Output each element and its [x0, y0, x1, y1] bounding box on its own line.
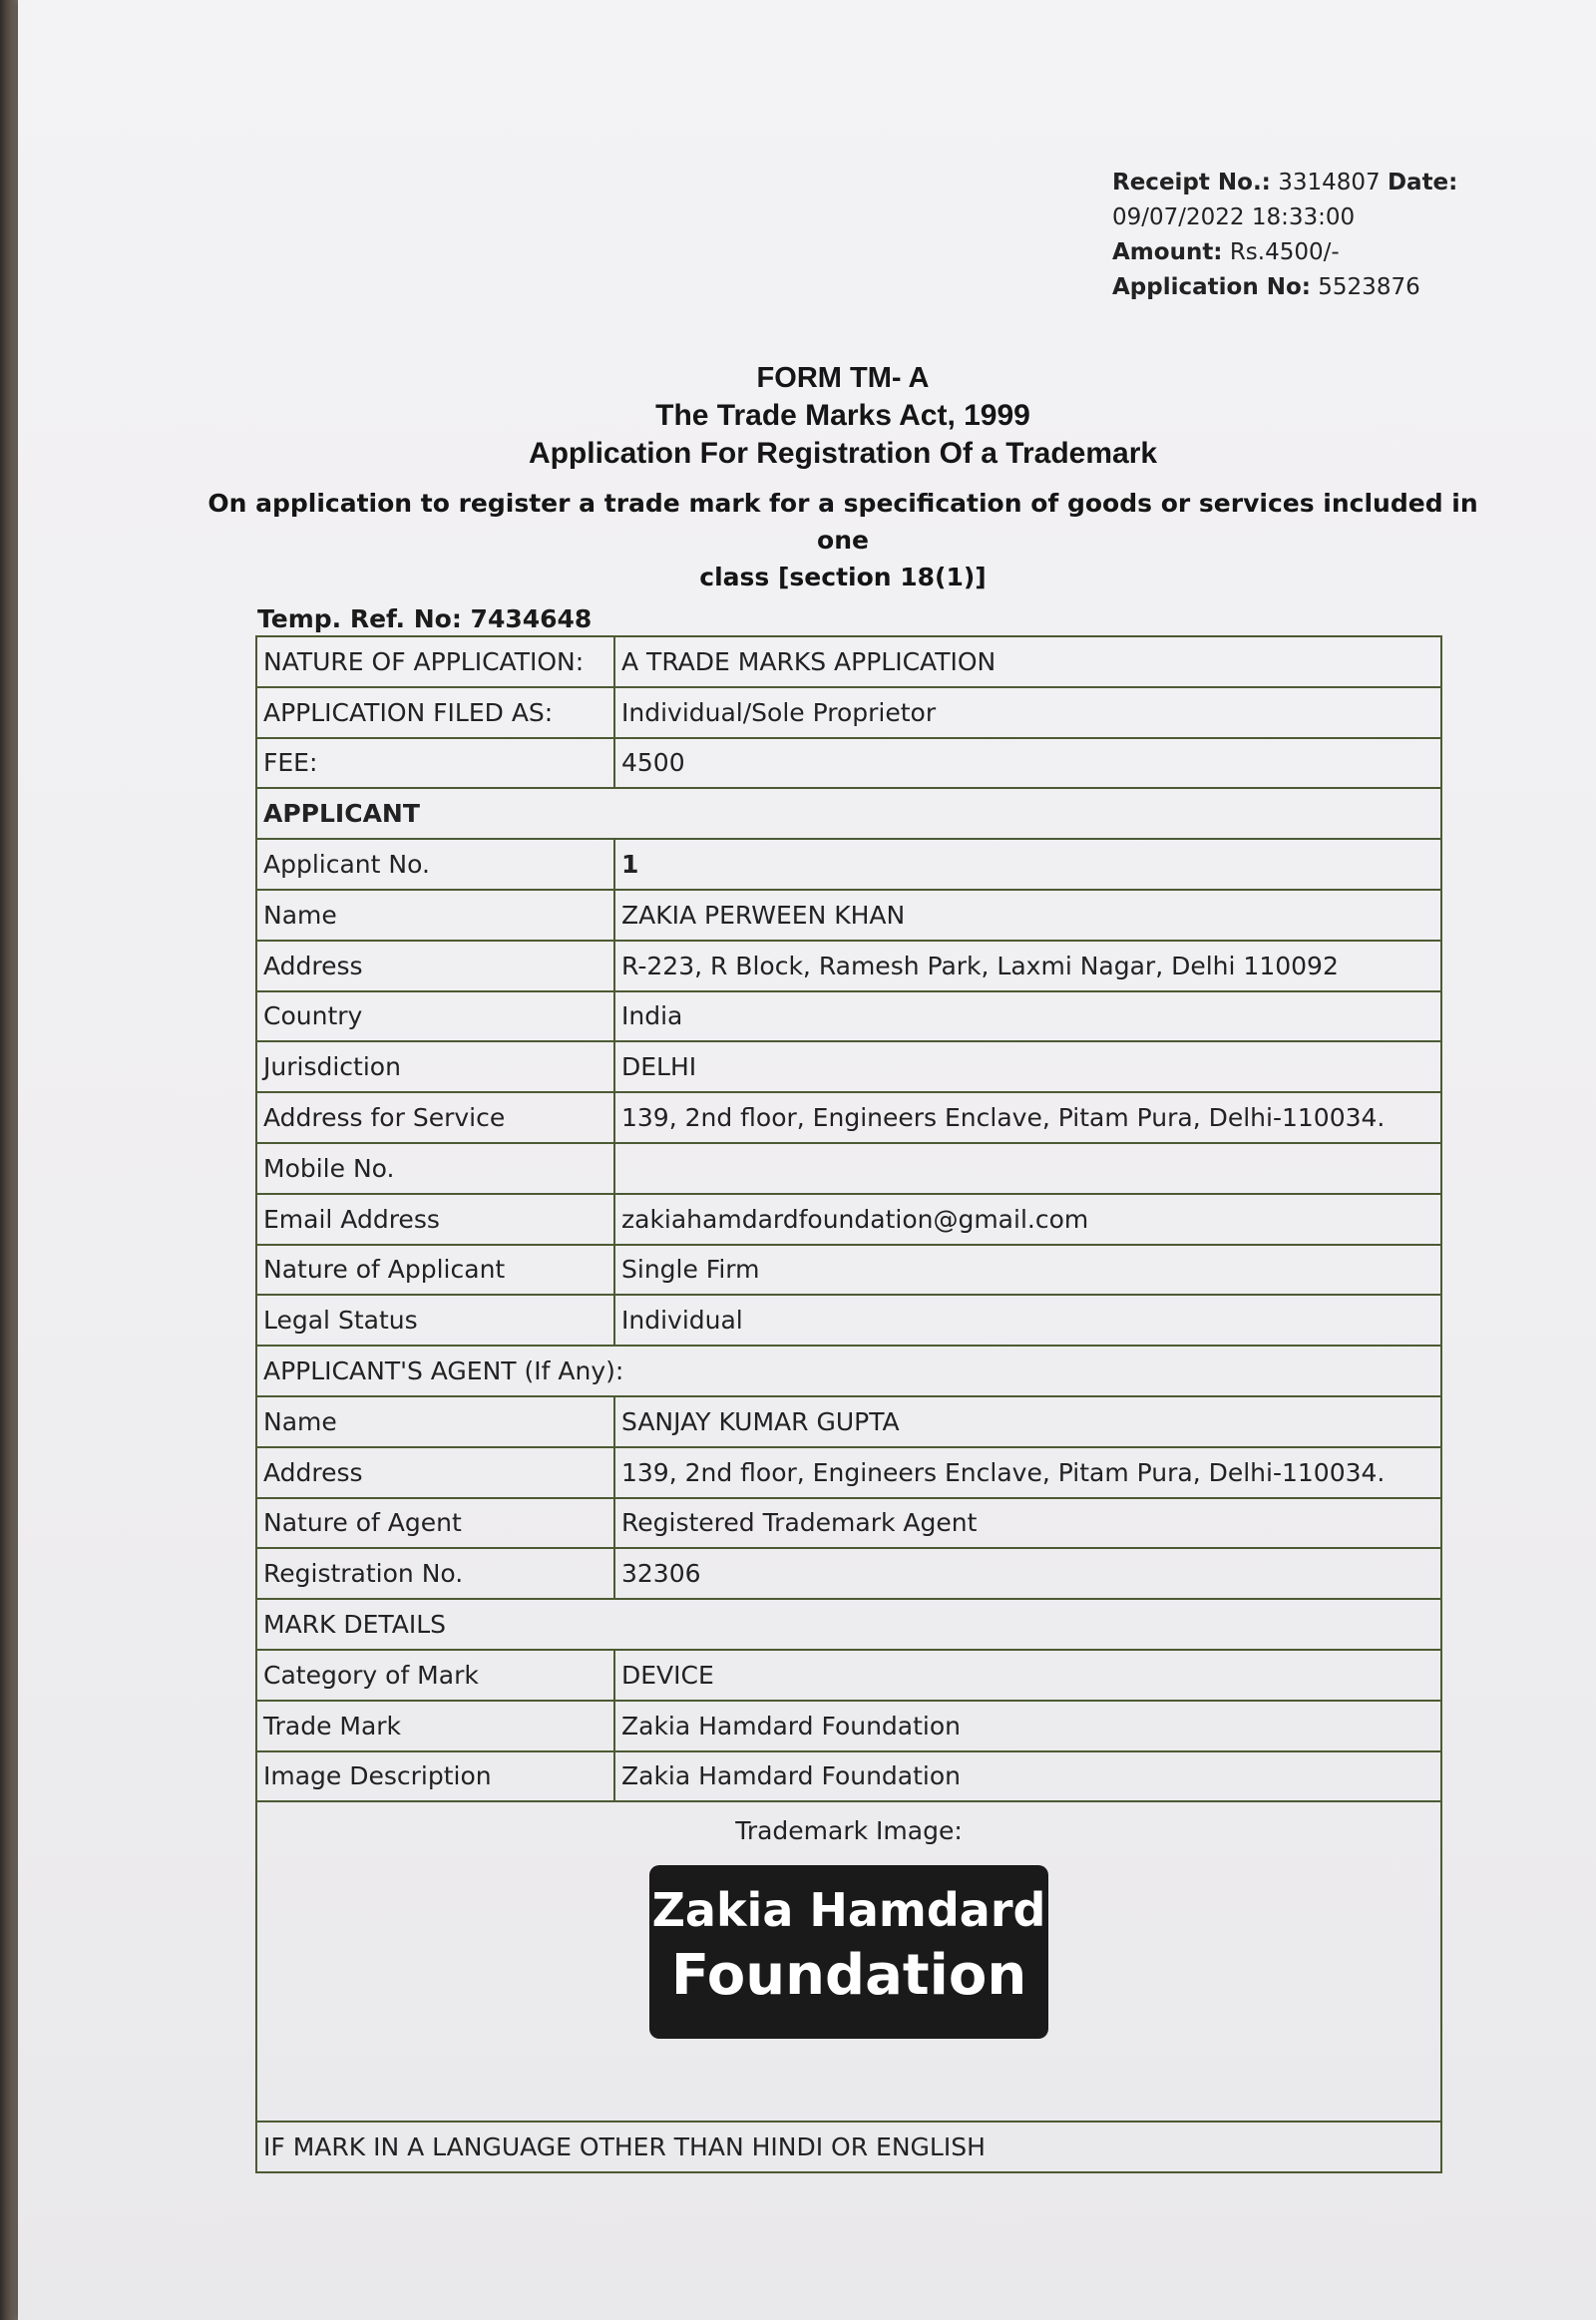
subtitle-line-1: On application to register a trade mark for a specification of goods or services included in one	[207, 489, 1478, 555]
table-row	[256, 1548, 1441, 1599]
field-value: 139, 2nd floor, Engineers Enclave, Pitam Pura, Delhi-110034.	[614, 1447, 1441, 1498]
temp-ref-number: Temp. Ref. No: 7434648	[257, 604, 593, 633]
table-row	[256, 1245, 1441, 1296]
section-header	[256, 788, 1441, 839]
mark-section-title: MARK DETAILS	[256, 1599, 1441, 1650]
trademark-image-caption: Trademark Image:	[735, 1816, 963, 1846]
field-label: Applicant No.	[256, 839, 614, 890]
table-row	[256, 1092, 1441, 1143]
receipt-no-label: Receipt No.:	[1112, 170, 1271, 195]
field-value: DELHI	[614, 1041, 1441, 1092]
table-row	[256, 687, 1441, 738]
field-label: FEE:	[256, 738, 614, 789]
field-label: Registration No.	[256, 1548, 614, 1599]
field-label: Email Address	[256, 1194, 614, 1245]
field-label: Trade Mark	[256, 1701, 614, 1751]
field-label: Mobile No.	[256, 1143, 614, 1194]
table-row	[256, 1751, 1441, 1802]
logo-line-1: Zakia Hamdard	[651, 1883, 1046, 1938]
agent-section-title: APPLICANT'S AGENT (If Any):	[256, 1346, 1441, 1396]
section-header	[256, 1599, 1441, 1650]
table-row	[256, 1650, 1441, 1701]
field-value: India	[614, 991, 1441, 1042]
field-value: 139, 2nd floor, Engineers Enclave, Pitam Pura, Delhi-110034.	[614, 1092, 1441, 1143]
page-title: Application For Registration Of a Trademark	[528, 437, 1158, 470]
table-row	[256, 1295, 1441, 1346]
field-value	[614, 1143, 1441, 1194]
field-value: R-223, R Block, Ramesh Park, Laxmi Nagar, Delhi 110092	[614, 941, 1441, 991]
table-row	[256, 1041, 1441, 1092]
field-value: SANJAY KUMAR GUPTA	[614, 1396, 1441, 1447]
field-label: Country	[256, 991, 614, 1042]
field-value: zakiahamdardfoundation@gmail.com	[614, 1194, 1441, 1245]
field-value: ZAKIA PERWEEN KHAN	[614, 890, 1441, 941]
table-row	[256, 636, 1441, 687]
logo-line-2: Foundation	[670, 1943, 1027, 2009]
receipt-line-4	[1112, 270, 1531, 305]
receipt-line-3	[1112, 235, 1531, 270]
field-value: Zakia Hamdard Foundation	[614, 1701, 1441, 1751]
table-row	[256, 1194, 1441, 1245]
document-page	[18, 0, 1596, 2320]
amount-label: Amount:	[1112, 239, 1223, 265]
table-row	[256, 1396, 1441, 1447]
field-value: Single Firm	[614, 1245, 1441, 1296]
date-label: Date:	[1387, 170, 1458, 195]
amount-value: Rs.4500/-	[1229, 239, 1340, 265]
field-label: Image Description	[256, 1751, 614, 1802]
field-value: 1	[614, 839, 1441, 890]
field-value: DEVICE	[614, 1650, 1441, 1701]
field-label: Name	[256, 890, 614, 941]
field-label: Address	[256, 941, 614, 991]
receipt-no: 3314807	[1278, 170, 1381, 195]
applicant-section-title: APPLICANT	[256, 788, 1441, 839]
table-row	[256, 890, 1441, 941]
trademark-image-row	[256, 1801, 1441, 2122]
form-heading	[200, 359, 1486, 595]
table-row	[256, 1143, 1441, 1194]
table-row	[256, 1447, 1441, 1498]
act-title: The Trade Marks Act, 1999	[655, 399, 1030, 432]
field-label: Address	[256, 1447, 614, 1498]
field-value: Individual	[614, 1295, 1441, 1346]
table-row	[256, 991, 1441, 1042]
field-value: Registered Trademark Agent	[614, 1498, 1441, 1549]
application-no-label: Application No:	[1112, 274, 1311, 300]
table-row	[256, 1701, 1441, 1751]
field-value: A TRADE MARKS APPLICATION	[614, 636, 1441, 687]
table-row	[256, 941, 1441, 991]
field-label: Jurisdiction	[256, 1041, 614, 1092]
trademark-image-cell	[256, 1801, 1441, 2122]
field-label: Nature of Agent	[256, 1498, 614, 1549]
field-label: Nature of Applicant	[256, 1245, 614, 1296]
field-label: Category of Mark	[256, 1650, 614, 1701]
field-label: APPLICATION FILED AS:	[256, 687, 614, 738]
table-row	[256, 1498, 1441, 1549]
field-value: 32306	[614, 1548, 1441, 1599]
application-no: 5523876	[1318, 274, 1420, 300]
application-table	[255, 635, 1442, 2173]
trademark-logo	[649, 1865, 1048, 2039]
form-number: FORM TM- A	[756, 362, 930, 394]
field-label: NATURE OF APPLICATION:	[256, 636, 614, 687]
section-header	[256, 1346, 1441, 1396]
field-label: Address for Service	[256, 1092, 614, 1143]
field-value: 4500	[614, 738, 1441, 789]
receipt-block	[1112, 166, 1531, 305]
receipt-date: 09/07/2022 18:33:00	[1112, 204, 1356, 230]
field-label: Legal Status	[256, 1295, 614, 1346]
table-row	[256, 2122, 1441, 2172]
field-label: Name	[256, 1396, 614, 1447]
field-value: Zakia Hamdard Foundation	[614, 1751, 1441, 1802]
table-row	[256, 839, 1441, 890]
receipt-line-1	[1112, 166, 1531, 200]
language-note: IF MARK IN A LANGUAGE OTHER THAN HINDI OR ENGLISH	[256, 2122, 1441, 2172]
subtitle-line-2: class [section 18(1)]	[699, 563, 987, 591]
table-row	[256, 738, 1441, 789]
field-value: Individual/Sole Proprietor	[614, 687, 1441, 738]
